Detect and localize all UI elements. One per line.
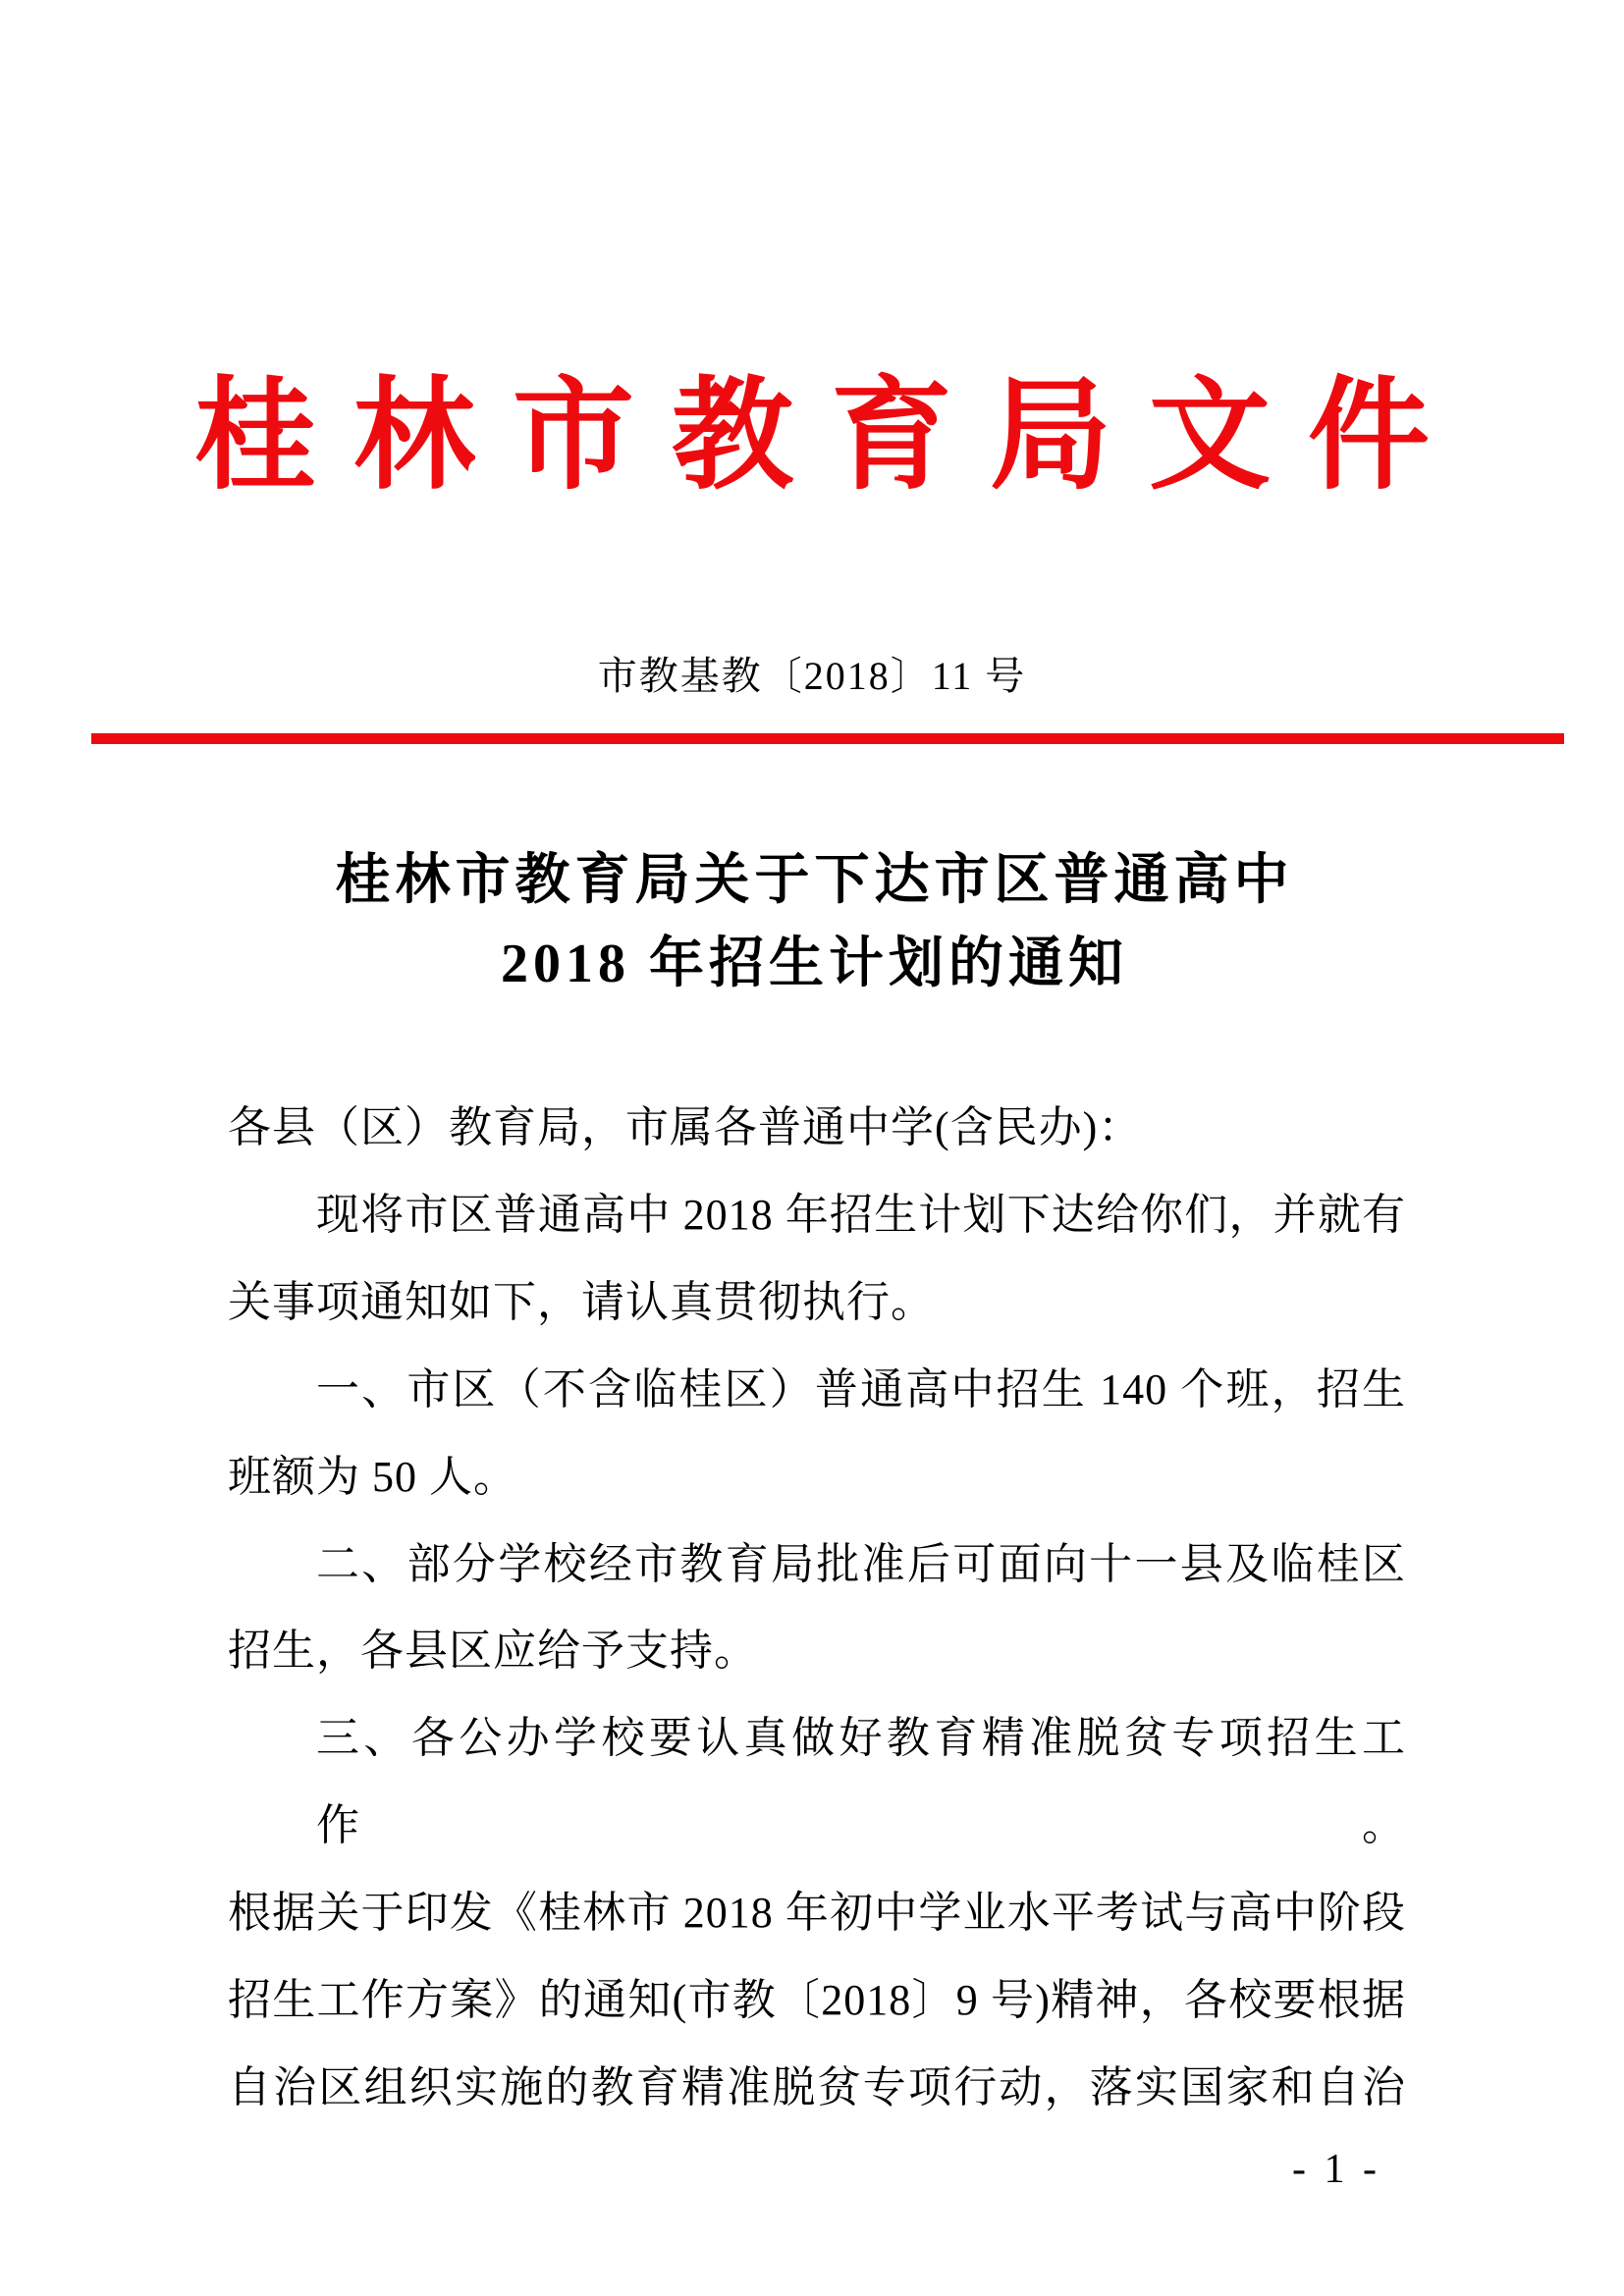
body-line: 自治区组织实施的教育精准脱贫专项行动，落实国家和自治 [228,2062,1406,2111]
document-title-line1: 桂林市教育局关于下达市区普通高中 [335,850,1294,911]
body-line: 关事项通知如下，请认真贯彻执行。 [228,1277,935,1326]
body-line: 三、各公办学校要认真做好教育精准脱贫专项招生工作。 [316,1714,1406,1850]
agency-banner-title: 桂林市教育局文件 [193,369,1467,504]
red-divider-rule [91,733,1564,744]
body-line: 班额为 50 人。 [228,1452,517,1501]
body-line: 二、部分学校经市教育局批准后可面向十一县及临桂区 [316,1539,1406,1588]
document-title [0,839,1624,1006]
body-line: 一、市区（不含临桂区）普通高中招生 140 个班，招生 [316,1364,1406,1414]
document-number: 市教基教〔2018〕11 号 [597,654,1027,698]
body-line: 根据关于印发《桂林市 2018 年初中学业水平考试与高中阶段 [228,1889,1406,1938]
document-title-line2: 2018 年招生计划的通知 [501,934,1128,994]
body-line: 招生工作方案》的通知(市教〔2018〕9 号)精神，各校要根据 [228,1976,1406,2025]
body-line-salutation: 各县（区）教育局，市属各普通中学(含民办)： [228,1103,1143,1151]
body-line: 现将市区普通高中 2018 年招生计划下达给你们，并就有 [316,1190,1406,1239]
body-line: 招生，各县区应给予支持。 [228,1627,758,1676]
document-body [228,1085,1406,2132]
page-number: - 1 - [1292,2147,1380,2192]
